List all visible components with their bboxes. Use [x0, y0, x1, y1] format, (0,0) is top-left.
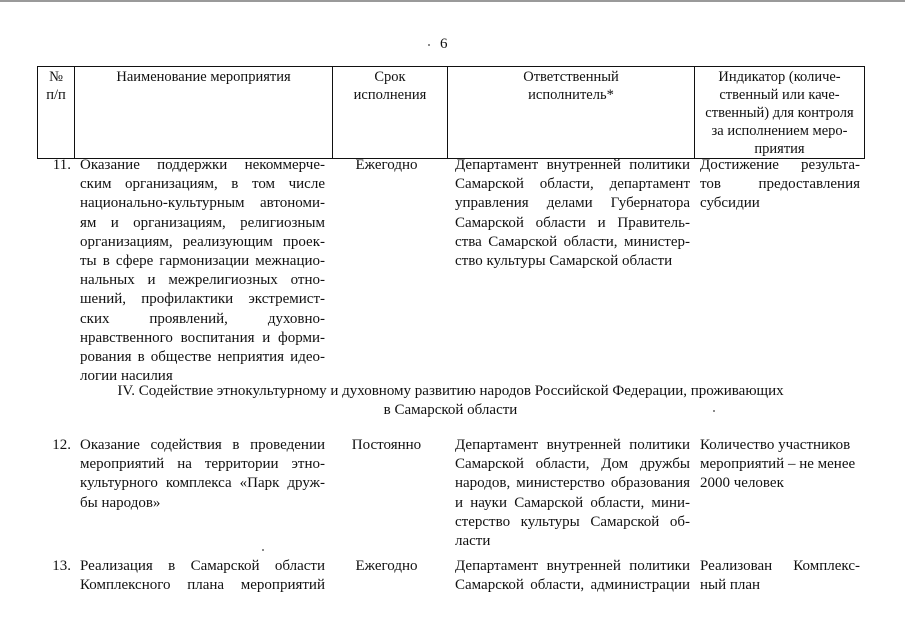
header-indicator-line: ственный) для контроля	[705, 105, 854, 121]
row-responsible	[455, 436, 690, 551]
row-responsible-line: и науки Самарской области, мини-	[455, 494, 690, 511]
row-name-line: Оказание поддержки некоммерче-	[80, 157, 325, 173]
row-name-line: Комплексного плана мероприятий	[80, 577, 325, 594]
row-indicator-line: ный план	[700, 577, 761, 594]
row-indicator-line: тов предоставления	[700, 176, 860, 193]
header-num-line: №	[49, 69, 63, 85]
row-responsible-line: Самарской области, Дом дружбы	[455, 456, 690, 473]
row-name-line: шений, профилактики экстремист-	[80, 291, 325, 308]
row-name-line: Реализация в Самарской области	[80, 558, 325, 574]
scan-speck	[262, 549, 264, 551]
header-indicator-line: Индикатор (количе-	[718, 69, 841, 85]
header-name	[75, 67, 333, 159]
section-heading-line: в Самарской области	[383, 402, 518, 418]
row-responsible-line: ство культуры Самарской области	[455, 253, 673, 270]
row-indicator-line: Количество участников	[700, 437, 851, 453]
top-edge-line	[0, 0, 905, 2]
row-responsible-line: народов, министерство образования	[455, 475, 690, 492]
row-indicator-line: субсидии	[700, 195, 760, 212]
header-responsible-line: исполнитель*	[528, 87, 614, 103]
row-responsible-line: ласти	[455, 533, 491, 550]
row-responsible-line: стерство культуры Самарской об-	[455, 513, 690, 530]
header-indicator-line: за исполнением меро-	[711, 123, 848, 139]
row-name-line: ям и организациям, религиозным	[80, 214, 325, 231]
header-name-line: Наименование мероприятия	[116, 69, 291, 85]
header-num-line: п/п	[46, 87, 66, 103]
row-name-line: рования в обществе неприятия идео-	[80, 349, 325, 366]
row-term: Ежегодно	[355, 558, 418, 574]
row-name	[80, 436, 325, 513]
row-number: 11.	[52, 157, 71, 173]
row-name-line: мероприятий на территории этно-	[80, 456, 325, 473]
row-number: 12.	[52, 437, 71, 453]
table-header	[37, 66, 865, 159]
header-indicator-line: приятия	[754, 141, 805, 157]
row-name-line: ты в сфере гармонизации межнацио-	[80, 253, 325, 270]
row-name-line: организациям, реализующим проек-	[80, 233, 325, 250]
row-name-line: культурного комплекса «Парк друж-	[80, 475, 325, 492]
row-name-line: нальных и межрелигиозных отно-	[80, 272, 325, 289]
row-name	[80, 156, 325, 386]
header-indicator	[695, 67, 865, 159]
row-indicator-line: Реализован Комплекс-	[700, 558, 860, 574]
row-responsible-line: Департамент внутренней политики	[455, 558, 690, 574]
row-indicator-line: Достижение результа-	[700, 157, 860, 173]
row-name-line: ских проявлений, духовно-	[80, 310, 325, 327]
row-responsible-line: Департамент внутренней политики	[455, 157, 690, 173]
row-name-line: бы народов»	[80, 494, 161, 511]
row-responsible-line: Департамент внутренней политики	[455, 437, 690, 453]
header-responsible	[448, 67, 695, 159]
row-responsible	[455, 557, 690, 595]
header-term-line: Срок	[374, 69, 406, 85]
row-indicator	[700, 156, 860, 214]
page-number: 6	[440, 36, 448, 52]
row-responsible-line: управления делами Губернатора	[455, 195, 690, 212]
header-term-line: исполнения	[353, 87, 427, 103]
row-term: Постоянно	[351, 437, 422, 453]
scan-speck	[428, 44, 430, 46]
row-responsible-line: Самарской области и Правитель-	[455, 214, 690, 231]
row-number: 13.	[52, 558, 71, 574]
row-name-line: национально-культурным автономи-	[80, 195, 325, 212]
row-indicator-line: мероприятий – не менее	[700, 456, 856, 473]
header-responsible-line: Ответственный	[523, 69, 619, 85]
header-num	[38, 67, 75, 159]
row-responsible-line: Самарской области, департамент	[455, 176, 690, 193]
row-indicator	[700, 436, 860, 494]
header-term	[333, 67, 448, 159]
section-heading-line: IV. Содействие этнокультурному и духовному развитию народов Российской Федерации, проживающих	[117, 383, 784, 399]
row-responsible-line: Самарской области, администрации	[455, 577, 690, 594]
section-heading	[37, 382, 864, 420]
row-name	[80, 557, 325, 595]
row-name-line: ским организациям, в том числе	[80, 176, 325, 193]
row-name-line: нравственного воспитания и форми-	[80, 329, 325, 346]
row-responsible-line: ства Самарской области, министер-	[455, 233, 690, 250]
row-name-line: Оказание содействия в проведении	[80, 437, 325, 453]
header-indicator-line: ственный или каче-	[719, 87, 840, 103]
row-indicator-line: 2000 человек	[700, 475, 784, 492]
row-term: Ежегодно	[355, 157, 418, 173]
row-indicator	[700, 557, 860, 595]
row-responsible	[455, 156, 690, 271]
row-name-line: логии насилия	[80, 368, 173, 385]
